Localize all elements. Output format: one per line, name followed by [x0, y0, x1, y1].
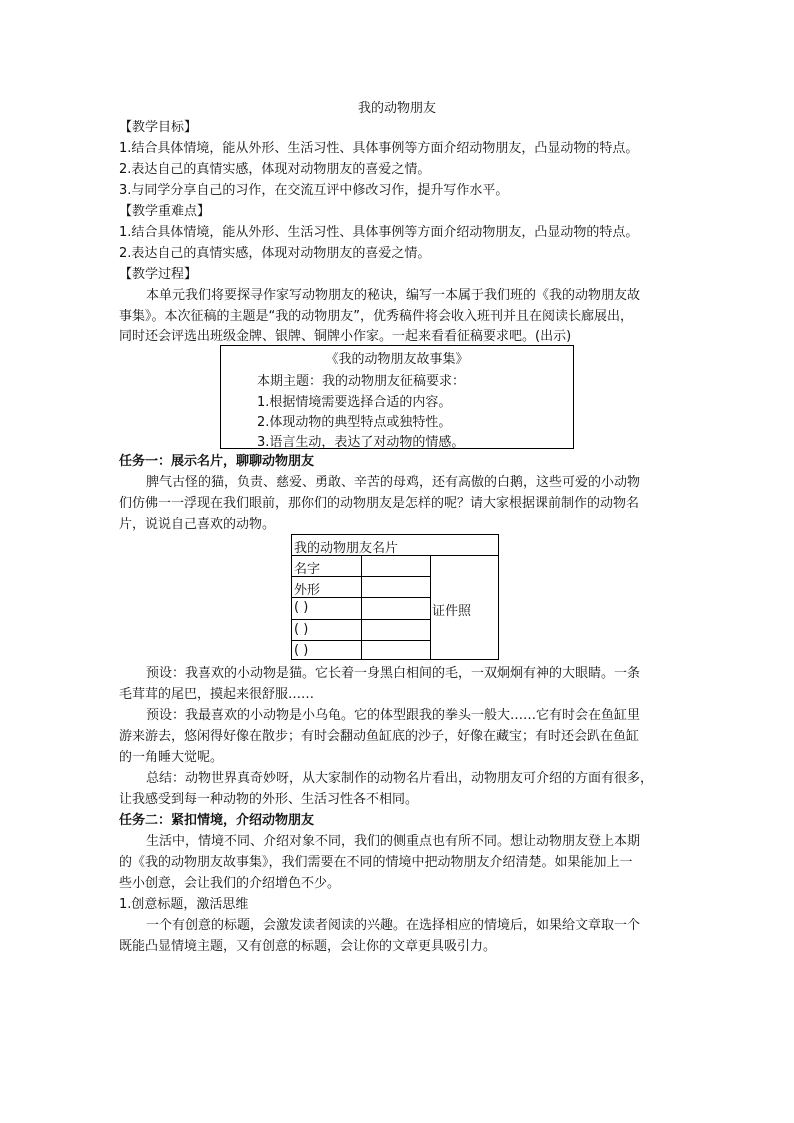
- section-heading-goals: 【教学目标】: [119, 120, 198, 135]
- paragraph-line: 事集》。本次征稿的主题是“我的动物朋友”，优秀稿件将会收入班刊并且在阅读长廊展出，: [119, 309, 633, 324]
- paragraph-line: 生活中，情境不同、介绍对象不同，我们的侧重点也有所不同。想让动物朋友登上本期: [146, 834, 641, 849]
- table-divider: [361, 555, 362, 659]
- subsection-heading: 1.创意标题，激活思维: [119, 897, 249, 912]
- paragraph-line: 同时还会评选出班级金牌、银牌、铜牌小作家。一起来看看征稿要求吧。(出示): [119, 329, 572, 344]
- paragraph-line: 毛茸茸的尾巴，摸起来很舒服……: [119, 687, 315, 702]
- animal-name-card-table: [291, 534, 499, 660]
- key-point-item: 1.结合具体情境，能从外形、生活习性、具体事例等方面介绍动物朋友，凸显动物的特点。: [119, 225, 639, 240]
- box-requirement: 3.语言生动，表达了对动物的情感。: [257, 435, 465, 450]
- goal-item: 1.结合具体情境，能从外形、生活习性、具体事例等方面介绍动物朋友，凸显动物的特点。: [119, 141, 639, 156]
- box-requirement: 1.根据情境需要选择合适的内容。: [257, 395, 452, 410]
- paragraph-line: 的《我的动物朋友故事集》，我们需要在不同的情境中把动物朋友介绍清楚。如果能加上一: [119, 855, 633, 870]
- goal-item: 2.表达自己的真情实感，体现对动物朋友的喜爱之情。: [119, 162, 431, 177]
- paragraph-line: 一个有创意的标题，会激发读者阅读的兴趣。在选择相应的情境后，如果给文章取一个: [146, 918, 641, 933]
- paragraph-line: 预设：我最喜欢的小动物是小乌龟。它的体型跟我的拳头一般大……它有时会在鱼缸里: [146, 708, 641, 723]
- task-heading: 任务一：展示名片，聊聊动物朋友: [119, 454, 315, 469]
- card-field-label: ( ): [294, 643, 309, 658]
- card-field-label: 外形: [294, 583, 321, 598]
- card-field-label: 名字: [294, 562, 321, 577]
- key-point-item: 2.表达自己的真情实感，体现对动物朋友的喜爱之情。: [119, 246, 431, 261]
- box-requirement: 2.体现动物的典型特点或独特性。: [257, 415, 452, 430]
- box-title: 《我的动物朋友故事集》: [325, 352, 469, 367]
- section-heading-key-points: 【教学重难点】: [119, 204, 211, 219]
- box-theme: 本期主题：我的动物朋友征稿要求：: [257, 374, 466, 389]
- paragraph-line: 总结：动物世界真奇妙呀，从大家制作的动物名片看出，动物朋友可介绍的方面有很多，: [146, 771, 654, 786]
- goal-item: 3.与同学分享自己的习作，在交流互评中修改习作，提升写作水平。: [119, 183, 509, 198]
- task-heading: 任务二：紧扣情境，介绍动物朋友: [119, 813, 315, 828]
- paragraph-line: 预设：我喜欢的小动物是猫。它长着一身黑白相间的毛，一双炯炯有神的大眼睛。一条: [146, 666, 641, 681]
- card-title: 我的动物朋友名片: [294, 541, 399, 556]
- table-divider: [430, 555, 431, 659]
- paragraph-line: 片，说说自己喜欢的动物。: [119, 517, 276, 532]
- card-photo-label: 证件照: [432, 604, 472, 619]
- paragraph-line: 们仿佛一一浮现在我们眼前，那你们的动物朋友是怎样的呢？请大家根据课前制作的动物名: [119, 496, 640, 511]
- paragraph-line: 游来游去，悠闲得好像在散步；有时会翻动鱼缸底的沙子，好像在藏宝；有时还会趴在鱼缸: [119, 729, 640, 744]
- submission-requirements-box: [220, 345, 574, 449]
- page-title: 我的动物朋友: [357, 101, 436, 116]
- card-field-label: ( ): [294, 600, 309, 615]
- paragraph-line: 的一角睡大觉呢。: [119, 750, 224, 765]
- section-heading-process: 【教学过程】: [119, 267, 198, 282]
- paragraph-line: 些小创意，会让我们的介绍增色不少。: [119, 876, 341, 891]
- card-field-label: ( ): [294, 622, 309, 637]
- paragraph-line: 让我感受到每一种动物的外形、生活习性各不相同。: [119, 792, 419, 807]
- paragraph-line: 本单元我们将要探寻作家写动物朋友的秘诀，编写一本属于我们班的《我的动物朋友故: [146, 288, 641, 303]
- paragraph-line: 既能凸显情境主题，又有创意的标题，会让你的文章更具吸引力。: [119, 939, 497, 954]
- paragraph-line: 脾气古怪的猫，负责、慈爱、勇敢、辛苦的母鸡，还有高傲的白鹅，这些可爱的小动物: [146, 475, 641, 490]
